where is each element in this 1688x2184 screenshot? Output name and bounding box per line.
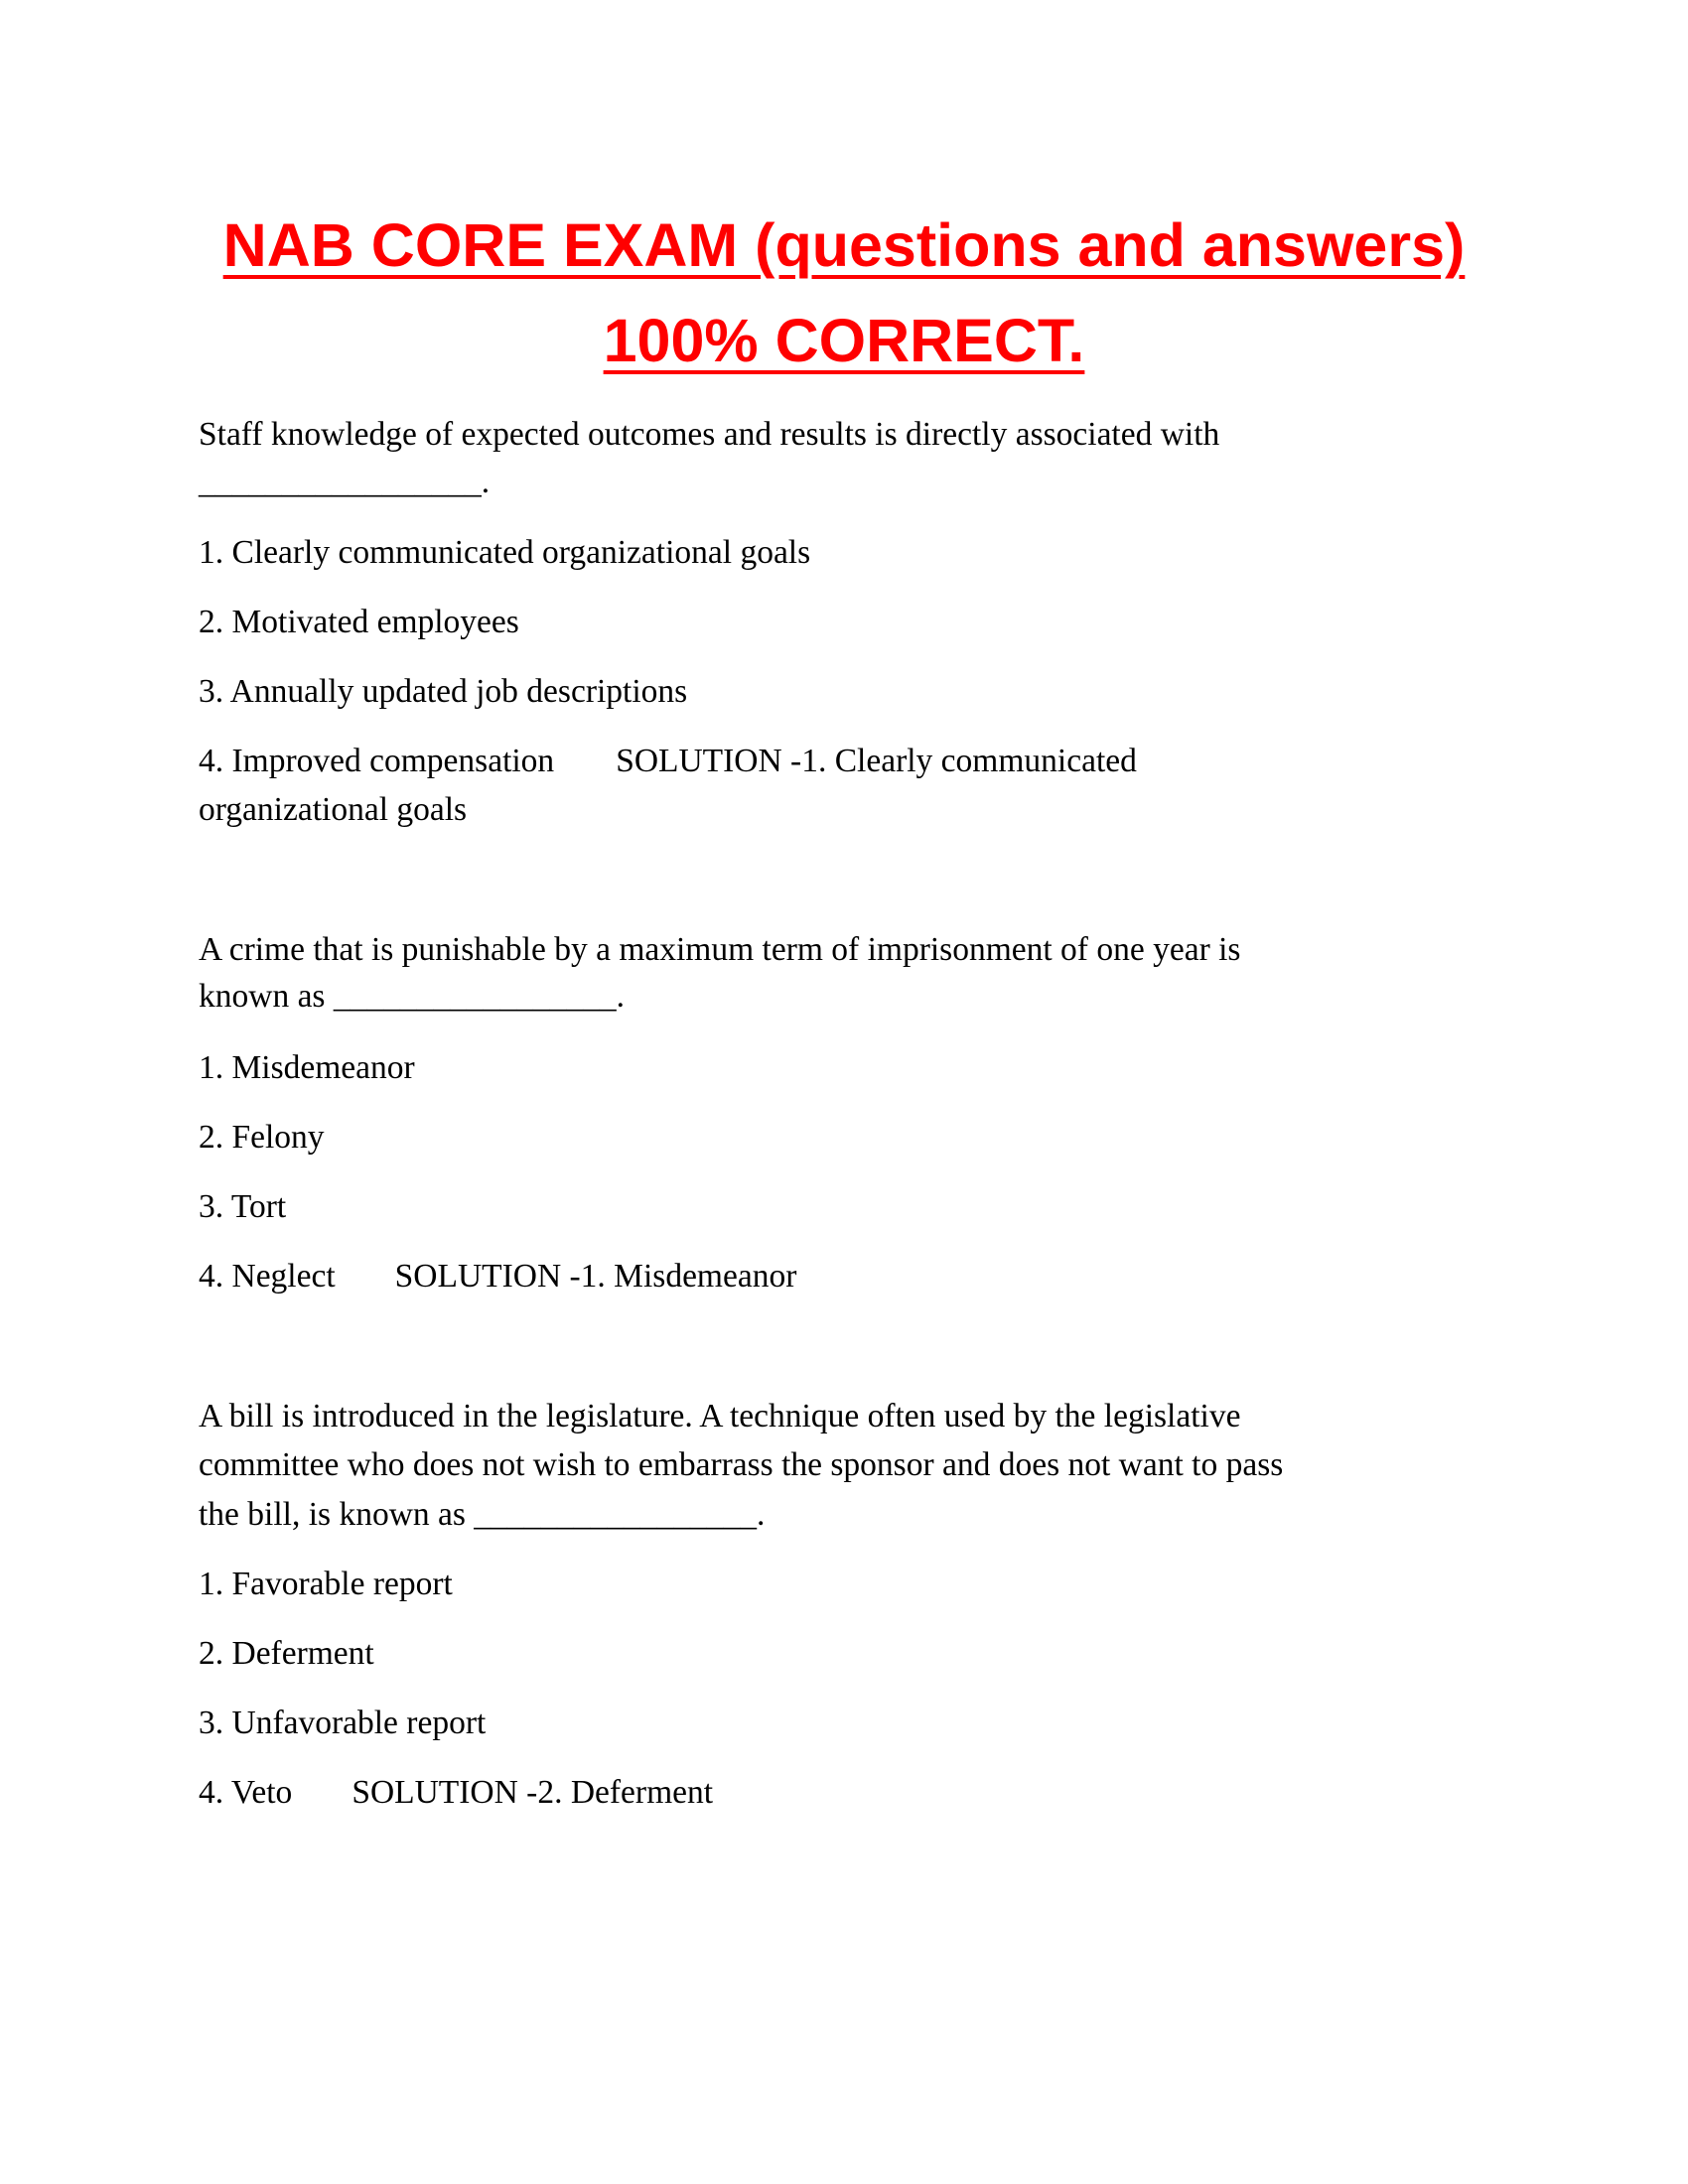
option-item-with-solution — [199, 738, 1137, 785]
title-line-1 — [0, 199, 1688, 292]
option-item: 1. Misdemeanor — [199, 1049, 415, 1086]
option-item: 4. Veto — [199, 1774, 293, 1811]
option-item: 2. Felony — [199, 1119, 325, 1156]
option-item: 3. Unfavorable report — [199, 1705, 487, 1741]
question-stem-line: _________________. — [199, 464, 491, 500]
solution-text: SOLUTION -1. Clearly communicated — [616, 743, 1137, 779]
option-item: 4. Neglect — [199, 1258, 336, 1295]
solution-text: SOLUTION -2. Deferment — [352, 1774, 714, 1811]
question-stem-line: committee who does not wish to embarrass the sponsor and does not want to pass — [199, 1446, 1284, 1483]
question-stem-line: A bill is introduced in the legislature. A technique often used by the legislative — [199, 1398, 1241, 1434]
solution-text: SOLUTION -1. Misdemeanor — [394, 1258, 797, 1295]
option-item: 1. Favorable report — [199, 1566, 453, 1602]
question-stem-line: known as _________________. — [199, 978, 625, 1015]
title-text-2: 100% CORRECT. — [603, 307, 1085, 374]
option-item-with-solution — [199, 1253, 796, 1300]
option-item: 3. Annually updated job descriptions — [199, 673, 688, 710]
option-item: 3. Tort — [199, 1188, 287, 1225]
option-item: 1. Clearly communicated organizational goals — [199, 534, 811, 571]
option-item: 2. Motivated employees — [199, 604, 519, 640]
question-stem-line: A crime that is punishable by a maximum term of imprisonment of one year is — [199, 931, 1241, 968]
title-line-2 — [0, 294, 1688, 387]
option-item: 2. Deferment — [199, 1635, 374, 1672]
title-text-1: NAB CORE EXAM (questions and answers) — [222, 211, 1466, 279]
question-stem-line: the bill, is known as _________________. — [199, 1496, 766, 1533]
solution-text-wrap: organizational goals — [199, 791, 468, 828]
option-item: 4. Improved compensation — [199, 743, 555, 779]
option-item-with-solution — [199, 1769, 713, 1817]
question-stem-line: Staff knowledge of expected outcomes and results is directly associated with — [199, 416, 1220, 453]
